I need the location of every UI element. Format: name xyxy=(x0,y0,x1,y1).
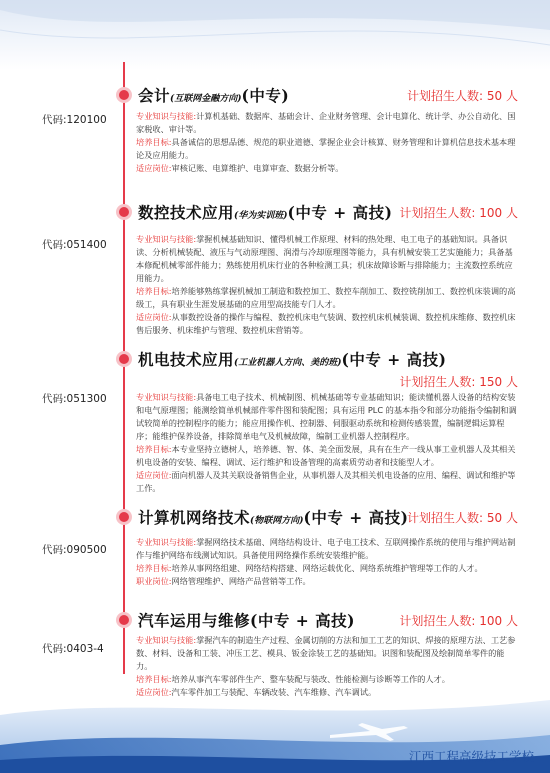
program-title: 机电技术应用(工业机器人方向、美的班)(中专 + 高技) xyxy=(138,350,447,369)
program-description: 专业知识与技能:计算机基础、数据库、基础会计、企业财务管理、会计电算化、统计学、办公自动化、国家税收、审计等。 培养目标:具备诚信的思想品德、规范的职业道德、掌握企业会计核算、财务管理和计算机信息技术基本理论及应用能力。 适应岗位:审核记账、电算维护、电算审查、数据分析等。 xyxy=(136,111,516,173)
program-code: 代码:051400 xyxy=(42,239,107,251)
program-description: 专业知识与技能:具备电工电子技术、机械制图、机械基础等专业基础知识；能读懂机器人设备的结构安装和电气原理图；能测绘简单机械部件零件图和装配图；具有运用 PLC 的基本指令和部分功能指令编制和调试较简单的控制程序的能力；能应用操作机、控制器、伺服驱动系统和检测传感装置，编制逻辑运算程序；能维护保养设备，排除简单电气及机械故障，编制工业机器人控制程序。 培养目标:本专业坚持立德树人，培养德、智、体、美全面发展，具有在生产一线从事工业机器人及其相关机电设备的安装、编程、调试、运行维护和设备管理的高素质劳动者和技能型人才。 适应岗位:面向机器人及其关联设备销售企业，从事机器人及其相关机电设备的应用、编程、调试和维护等工作。 xyxy=(136,392,517,493)
enrollment-quota: 计划招生人数: 100 人 xyxy=(399,206,518,220)
header-background xyxy=(0,0,550,70)
enrollment-quota: 计划招生人数: 100 人 xyxy=(399,614,518,628)
program-description: 专业知识与技能:掌握机械基础知识、懂得机械工作原理、材料的热处理、电工电子的基础知识。具备识读、分析机械装配、液压与气动原理图、润滑与冷却原理图等能力，具有机械安装工艺实施能力；具备基本修配机械零部件能力；熟练使用机床行业的各种检测工具；机床故障诊断与排除能力；主流数控系统应用能力。 培养目标:培养能够熟练掌握机械加工制造和数控加工、数控车削加工、数控铣削加工、数控机床装调的高级工，具有职业生涯发展基础的应用型高技能专门人才。 适应岗位:从事数控设备的操作与编程、数控机床电气装调、数控机床机械装调、数控机床维修、数控机床售后服务、机床维护与管理、数控机床营销等。 xyxy=(136,234,516,335)
program-code: 代码:0403-4 xyxy=(42,643,104,655)
timeline-dot xyxy=(116,509,132,525)
program-code: 代码:120100 xyxy=(42,114,107,126)
program-title: 数控技术应用(华为实训班)(中专 + 高技) xyxy=(138,203,393,222)
enrollment-quota: 计划招生人数: 150 人 xyxy=(399,375,518,389)
program-code: 代码:051300 xyxy=(42,393,107,405)
program-code: 代码:090500 xyxy=(42,544,107,556)
enrollment-quota: 计划招生人数: 50 人 xyxy=(407,511,518,525)
school-name: 江西工程高级技工学校 xyxy=(408,749,534,764)
timeline-dot xyxy=(116,87,132,103)
wave-decoration-icon xyxy=(0,0,550,70)
enrollment-quota: 计划招生人数: 50 人 xyxy=(407,89,518,103)
program-title: 计算机网络技术(物联网方向)(中专 + 高技) xyxy=(138,508,409,527)
program-title: 会计(互联网金融方向)(中专) xyxy=(138,86,290,105)
timeline-line xyxy=(123,62,125,674)
timeline-dot xyxy=(116,204,132,220)
program-description: 专业知识与技能:掌握汽车的制造生产过程、金属切削的方法和加工工艺的知识、焊接的原理方法、工艺参数、材料、设备和工装、冲压工艺、模具、钣金涂装工艺的基础知。识图和装配图及绘制简单零件的能力。 培养目标:培养从事汽车零部件生产、整车装配与装改、性能检测与诊断等工作的人才。 适应岗位:汽车零件加工与装配、车辆改装、汽车维修、汽车调试。 xyxy=(136,635,516,697)
timeline-dot xyxy=(116,351,132,367)
timeline-dot xyxy=(116,612,132,628)
program-description: 专业知识与技能:掌握网络技术基础、网络结构设计、电子电工技术、互联网操作系统的使用与维护网站制作与维护网络布线测试知识。具备使用网络操作系统安装维护能。 培养目标:培养从事网络组建、网络结构搭建、网络运载优化、网络系统维护管理等工作的人才。 职业岗位:网络管理维护、网络产品营销等工作。 xyxy=(136,537,516,586)
program-title: 汽车运用与维修(中专 + 高技) xyxy=(138,611,355,630)
